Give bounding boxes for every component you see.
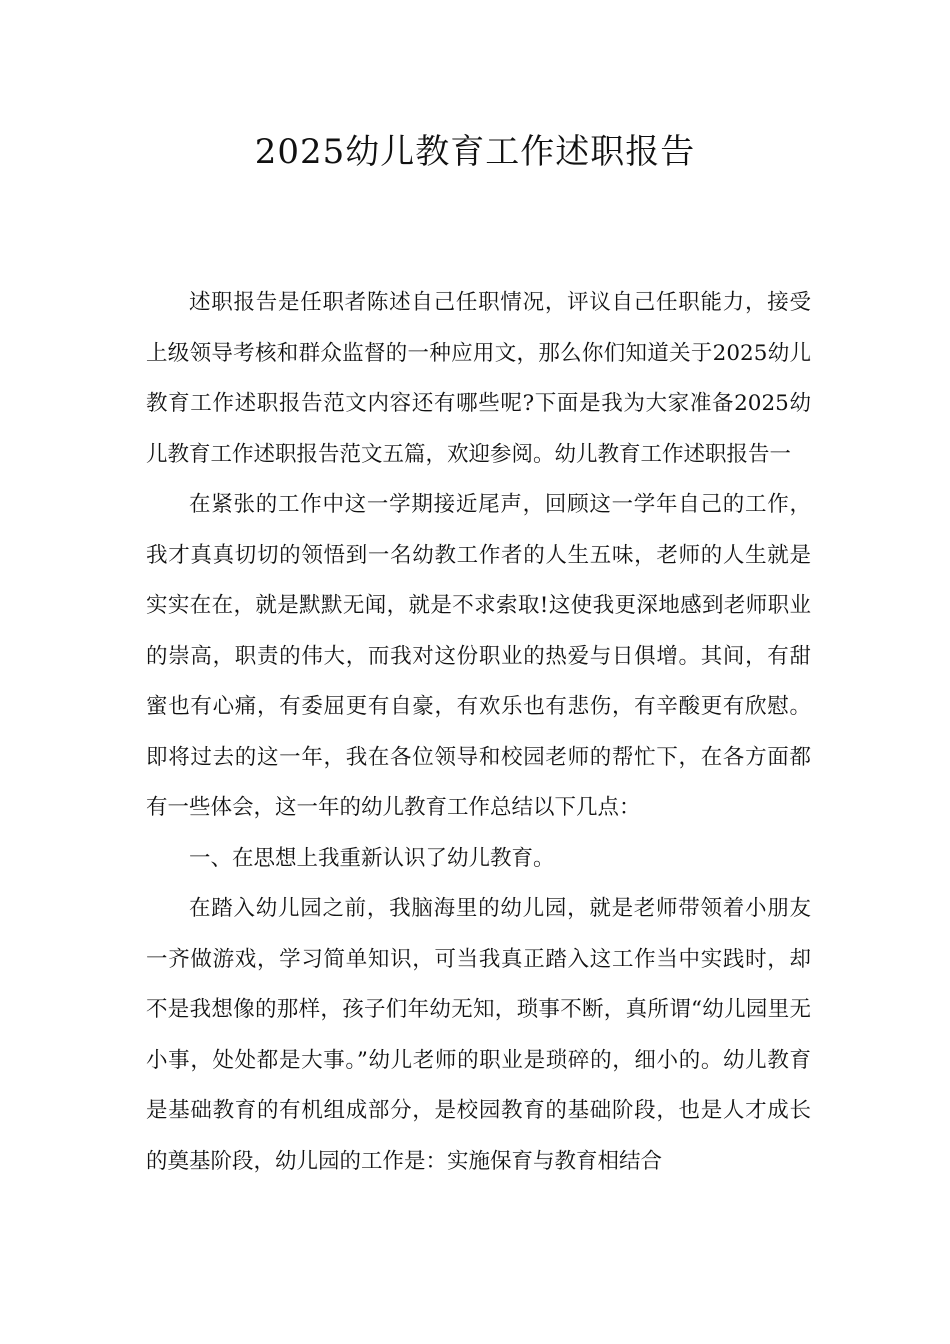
- document-title: 2025幼儿教育工作述职报告: [254, 132, 696, 172]
- paragraph-intro: 述职报告是任职者陈述自己任职情况，评议自己任职能力，接受上级领导考核和群众监督的一种应用文，那么你们知道关于2025幼儿教育工作述职报告范文内容还有哪些呢?下面是我为大家准备2025幼儿教育工作述职报告范文五篇，欢迎参阅。幼儿教育工作述职报告一: [146, 290, 811, 467]
- document-body: [146, 278, 811, 1187]
- section-heading-1: 一、在思想上我重新认识了幼儿教育。: [189, 845, 555, 871]
- paragraph-section-1: 在踏入幼儿园之前，我脑海里的幼儿园，就是老师带领着小朋友一齐做游戏，学习简单知识，可当我真正踏入这工作当中实践时，却不是我想像的那样，孩子们年幼无知，琐事不断，真所谓“幼儿园里无小事，处处都是大事。”幼儿老师的职业是琐碎的，细小的。幼儿教育是基础教育的有机组成部分，是校园教育的基础阶段，也是人才成长的奠基阶段，幼儿园的工作是：实施保育与教育相结合: [146, 896, 811, 1174]
- paragraph-reflection: 在紧张的工作中这一学期接近尾声，回顾这一学年自己的工作，我才真真切切的领悟到一名幼教工作者的人生五味，老师的人生就是实实在在，就是默默无闻，就是不求索取!这使我更深地感到老师职业的崇高，职责的伟大，而我对这份职业的热爱与日俱增。其间，有甜蜜也有心痛，有委屈更有自豪，有欢乐也有悲伤，有辛酸更有欣慰。即将过去的这一年，我在各位领导和校园老师的帮忙下，在各方面都有一些体会，这一年的幼儿教育工作总结以下几点：: [146, 492, 811, 820]
